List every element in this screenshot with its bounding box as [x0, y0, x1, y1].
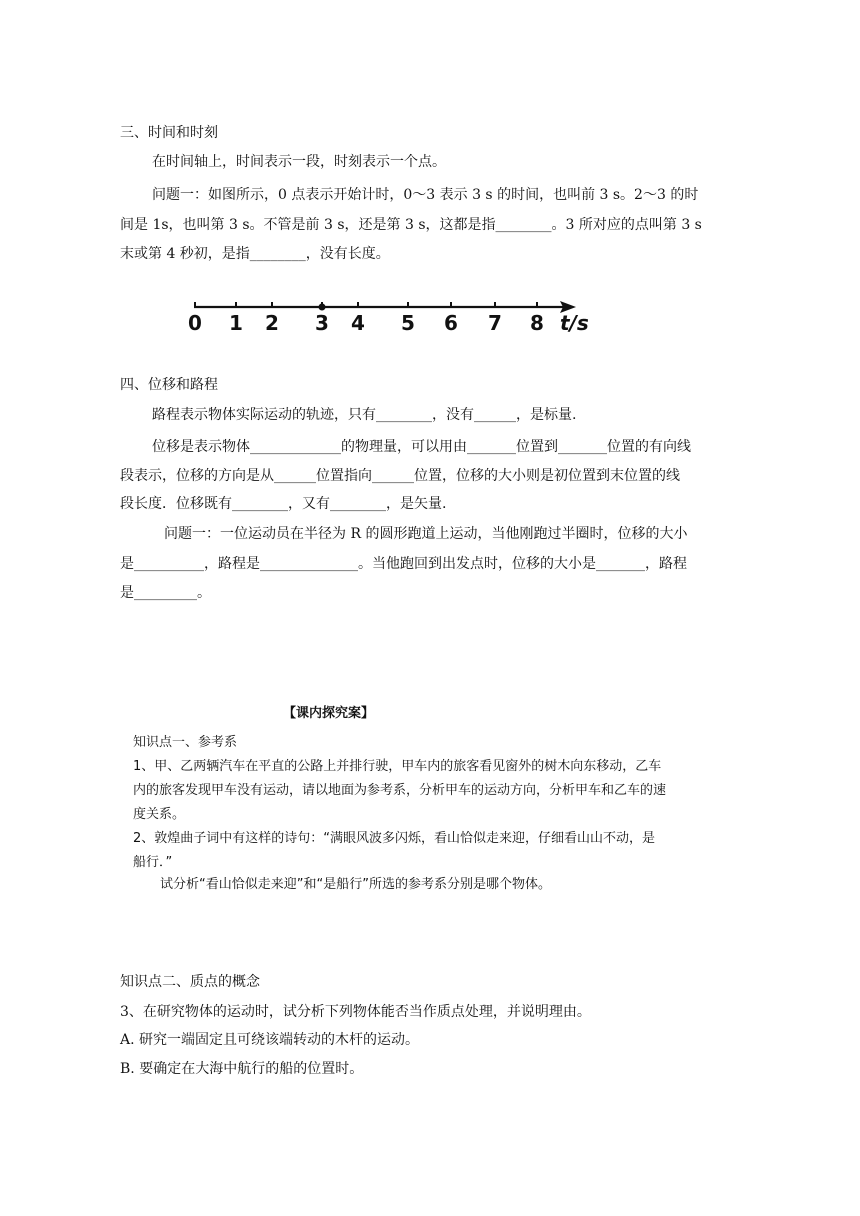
inquiry-item2-line3: 试分析“看山恰似走来迎”和“是船行”所选的参考系分别是哪个物体。 — [160, 877, 551, 892]
section4-para2-line1: 位移是表示物体_____________的物理量，可以用由_______位置到_______位置的有向线 — [152, 439, 691, 455]
section3-question1-line1: 问题一：如图所示，0 点表示开始计时，0～3 表示 3 s 的时间，也叫前 3 s。2～3 的时 — [152, 187, 699, 203]
kp2-item3: 3、在研究物体的运动时，试分析下列物体能否当作质点处理，并说明理由。 — [120, 1004, 591, 1020]
inquiry-title: 【课内探究案】 — [283, 706, 375, 721]
timeline-tick-label-4: 4 — [351, 311, 365, 335]
section4-heading: 四、位移和路程 — [120, 377, 218, 393]
section4-question1-line1: 问题一：一位运动员在半径为 R 的圆形跑道上运动，当他刚跑过半圈时，位移的大小 — [164, 526, 688, 542]
inquiry-item1-line1: 1、甲、乙两辆汽车在平直的公路上并排行驶，甲车内的旅客看见窗外的树木向东移动，乙车 — [133, 759, 662, 774]
section4-para2-line2: 段表示，位移的方向是从______位置指向______位置，位移的大小则是初位置到末位置的线 — [120, 468, 680, 484]
section4-question1-line3: 是_________。 — [120, 585, 211, 601]
kp2-option-a: A. 研究一端固定且可绕该端转动的木杆的运动。 — [120, 1032, 420, 1048]
timeline-tick-label-1: 1 — [229, 311, 243, 335]
section3-intro: 在时间轴上，时间表示一段，时刻表示一个点。 — [152, 154, 446, 170]
timeline-tick-label-3: 3 — [315, 311, 329, 335]
timeline-tick-label-2: 2 — [265, 311, 279, 335]
inquiry-item1-line2: 内的旅客发现甲车没有运动，请以地面为参考系，分析甲车的运动方向，分析甲车和乙车的速 — [133, 783, 667, 798]
inquiry-item2-line1: 2、敦煌曲子词中有这样的诗句：“满眼风波多闪烁，看山恰似走来迎，仔细看山山不动，是 — [133, 831, 656, 846]
knowledge-point1-heading: 知识点一、参考系 — [133, 735, 238, 750]
section3-question1-line3: 末或第 4 秒初，是指________，没有长度。 — [120, 246, 390, 262]
section4-question1-line2: 是__________，路程是______________。当他跑回到出发点时，位移的大小是_______，路程 — [120, 556, 687, 572]
inquiry-item2-line2: 船行．” — [133, 855, 173, 870]
timeline-tick-label-6: 6 — [444, 311, 458, 335]
timeline-marked-point — [319, 304, 326, 311]
section4-para2-line3: 段长度．位移既有________，又有________，是矢量. — [120, 496, 447, 512]
inquiry-item1-line3: 度关系。 — [133, 807, 186, 822]
timeline-tick-label-5: 5 — [401, 311, 415, 335]
kp2-option-b: B. 要确定在大海中航行的船的位置时。 — [120, 1061, 364, 1077]
timeline-tick-label-8: 8 — [530, 311, 544, 335]
section4-para1: 路程表示物体实际运动的轨迹，只有________，没有______，是标量. — [152, 407, 577, 423]
timeline-tick-label-0: 0 — [188, 311, 202, 335]
section3-question1-line2: 间是 1s，也叫第 3 s。不管是前 3 s，还是第 3 s，这都是指________。3 所对应的点叫第 3 s — [120, 217, 702, 233]
knowledge-point2-heading: 知识点二、质点的概念 — [120, 974, 260, 990]
section3-heading: 三、时间和时刻 — [120, 125, 218, 141]
timeline-tick-label-7: 7 — [488, 311, 502, 335]
timeline-figure — [180, 292, 600, 342]
timeline-axis-label: t/s — [560, 311, 589, 335]
